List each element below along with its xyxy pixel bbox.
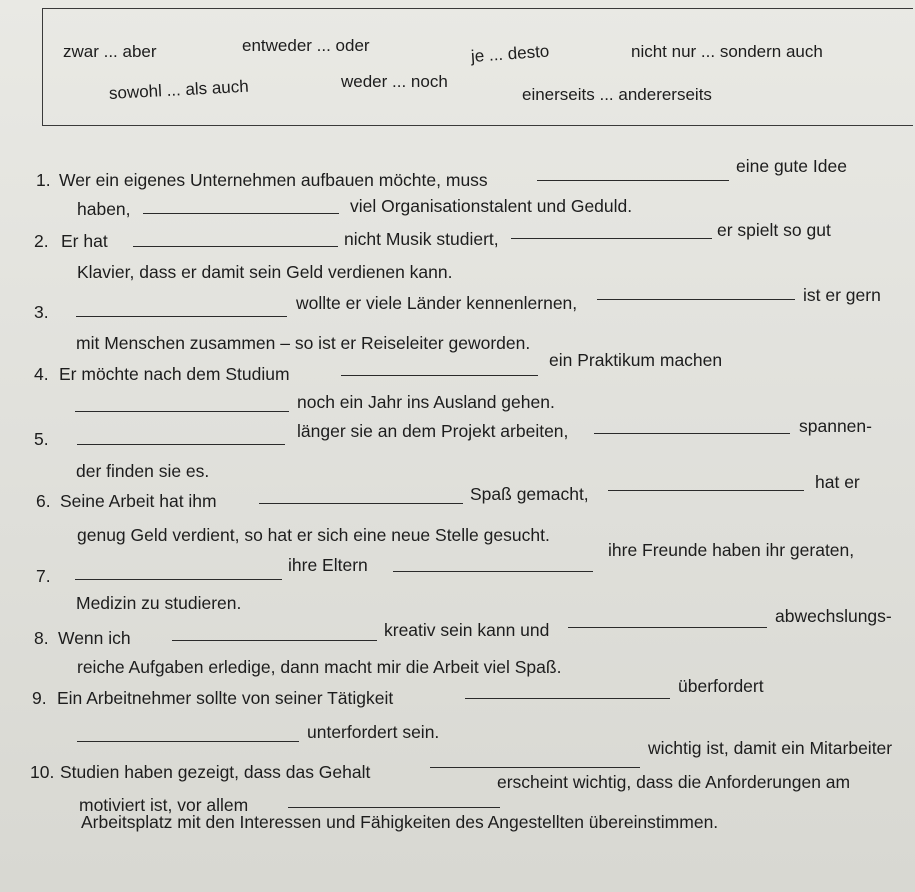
answer-blank[interactable]: [465, 698, 670, 699]
exercise-text: Wer ein eigenes Unternehmen aufbauen möchte, muss: [59, 170, 488, 190]
word-box-item: zwar ... aber: [63, 42, 157, 61]
answer-blank[interactable]: [259, 503, 463, 504]
answer-blank[interactable]: [537, 180, 729, 181]
answer-blank[interactable]: [133, 246, 338, 247]
answer-blank[interactable]: [143, 213, 339, 214]
exercise-text: abwechslungs-: [775, 606, 892, 626]
word-box: [42, 8, 913, 126]
exercise-number: 7.: [36, 566, 51, 586]
exercise-text: Wenn ich: [58, 628, 131, 648]
exercise-number: 1.: [36, 170, 51, 190]
exercise-text: Seine Arbeit hat ihm: [60, 491, 217, 511]
exercise-number: 6.: [36, 491, 51, 511]
exercise-text: Er möchte nach dem Studium: [59, 364, 290, 384]
exercise-text: eine gute Idee: [736, 156, 847, 176]
exercise-text: motiviert ist, vor allem: [79, 795, 249, 815]
exercise-number: 8.: [34, 628, 49, 648]
exercise-text: viel Organisationstalent und Geduld.: [350, 196, 633, 216]
exercise-text: Studien haben gezeigt, dass das Gehalt: [60, 762, 371, 782]
exercise-text: noch ein Jahr ins Ausland gehen.: [297, 392, 555, 412]
answer-blank[interactable]: [594, 433, 790, 434]
exercise-text: wichtig ist, damit ein Mitarbeiter: [648, 738, 893, 758]
exercise-text: Er hat: [61, 231, 108, 251]
answer-blank[interactable]: [341, 375, 538, 376]
exercise-text: hat er: [815, 472, 860, 492]
exercise-text: länger sie an dem Projekt arbeiten,: [297, 421, 569, 441]
exercise-text: haben,: [77, 199, 131, 219]
word-box-item: entweder ... oder: [242, 36, 370, 55]
exercise-number: 4.: [34, 364, 49, 384]
exercise-text: Ein Arbeitnehmer sollte von seiner Tätigkeit: [57, 688, 394, 708]
exercise-text: ein Praktikum machen: [549, 350, 723, 370]
exercise-number: 9.: [32, 688, 47, 708]
answer-blank[interactable]: [393, 571, 593, 572]
word-box-item: weder ... noch: [341, 72, 448, 91]
exercise-text: er spielt so gut: [717, 220, 831, 240]
exercise-text: Medizin zu studieren.: [76, 593, 242, 613]
word-box-item: einerseits ... andererseits: [522, 85, 712, 104]
exercise-text: ihre Eltern: [288, 555, 368, 575]
answer-blank[interactable]: [75, 411, 289, 412]
exercise-text: überfordert: [678, 676, 764, 696]
answer-blank[interactable]: [77, 741, 299, 742]
exercise-number: 3.: [34, 302, 49, 322]
answer-blank[interactable]: [608, 490, 804, 491]
exercise-number: 5.: [34, 429, 49, 449]
answer-blank[interactable]: [288, 807, 500, 808]
answer-blank[interactable]: [172, 640, 377, 641]
exercise-text: kreativ sein kann und: [384, 620, 550, 640]
answer-blank[interactable]: [77, 444, 285, 445]
word-box-item: sowohl ... als auch: [108, 76, 250, 103]
exercise-number: 10.: [30, 762, 55, 782]
exercise-text: spannen-: [799, 416, 872, 436]
answer-blank[interactable]: [430, 767, 640, 768]
answer-blank[interactable]: [76, 316, 287, 317]
exercise-text: nicht Musik studiert,: [344, 229, 499, 249]
answer-blank[interactable]: [511, 238, 712, 239]
exercise-text: der finden sie es.: [76, 461, 210, 481]
answer-blank[interactable]: [597, 299, 795, 300]
exercise-text: ihre Freunde haben ihr geraten,: [608, 540, 855, 560]
exercise-number: 2.: [34, 231, 49, 251]
answer-blank[interactable]: [75, 579, 282, 580]
word-box-item: nicht nur ... sondern auch: [631, 42, 823, 61]
answer-blank[interactable]: [568, 627, 767, 628]
exercise-text: mit Menschen zusammen – so ist er Reiseleiter geworden.: [76, 333, 531, 353]
exercise-text: reiche Aufgaben erledige, dann macht mir die Arbeit viel Spaß.: [77, 657, 562, 677]
exercise-text: wollte er viele Länder kennenlernen,: [296, 293, 578, 313]
exercise-text: genug Geld verdient, so hat er sich eine neue Stelle gesucht.: [77, 525, 550, 545]
exercise-text: erscheint wichtig, dass die Anforderungen am: [497, 772, 851, 792]
word-box-item: je ... desto: [470, 41, 550, 66]
exercise-text: Klavier, dass er damit sein Geld verdienen kann.: [77, 262, 453, 282]
exercise-text: Arbeitsplatz mit den Interessen und Fähigkeiten des Angestellten übereinstimmen.: [81, 812, 719, 832]
exercise-text: Spaß gemacht,: [470, 484, 589, 504]
exercise-text: unterfordert sein.: [307, 722, 440, 742]
exercise-text: ist er gern: [803, 285, 881, 305]
